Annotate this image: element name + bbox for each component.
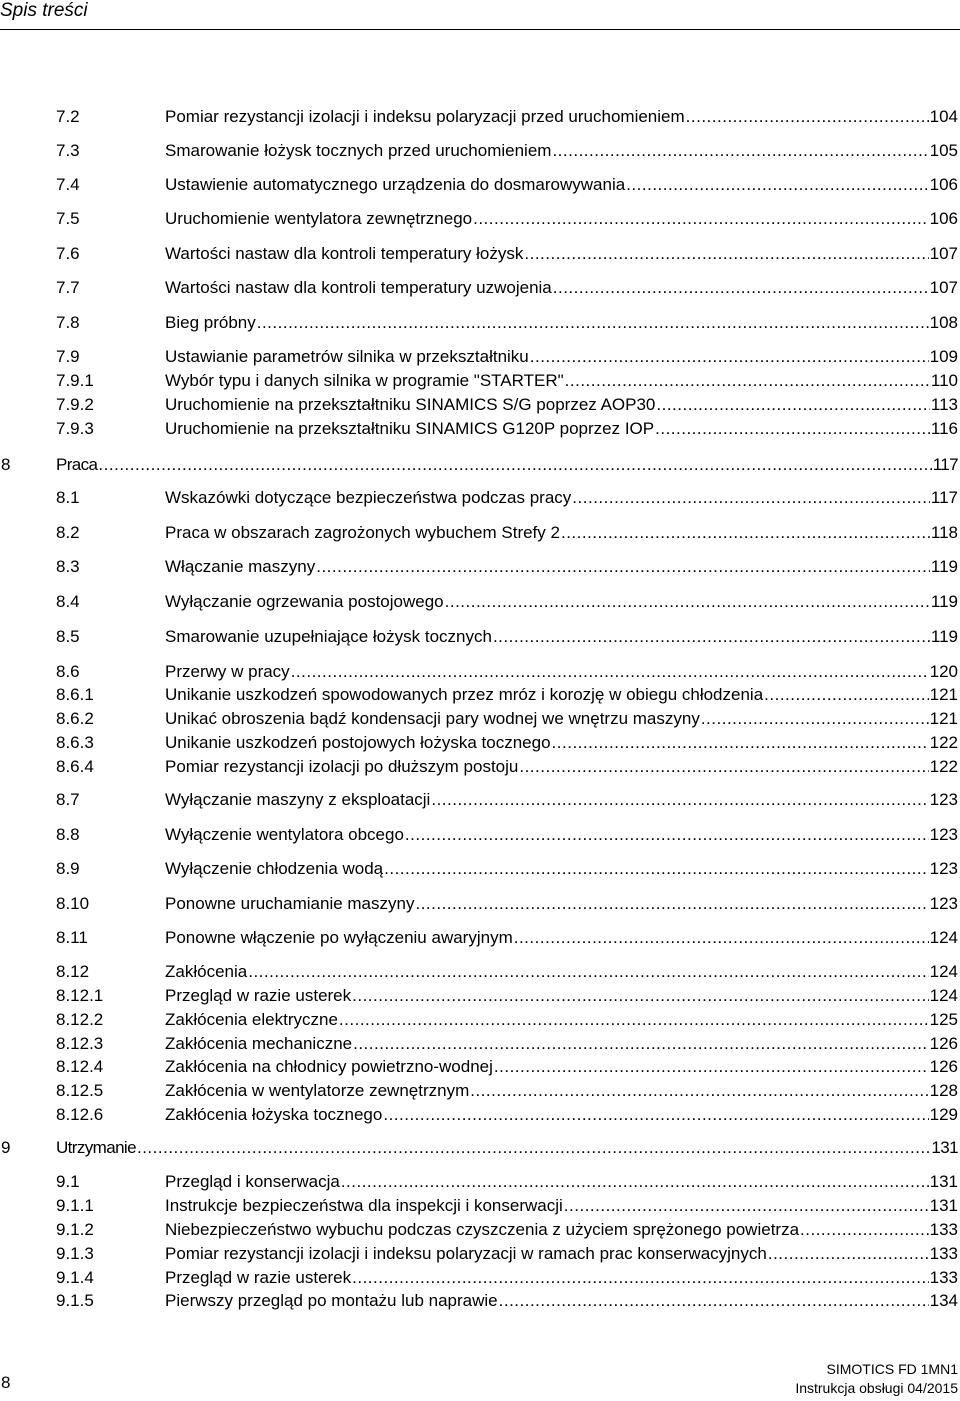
toc-row[interactable] — [0, 277, 960, 299]
toc-entry — [165, 961, 958, 983]
toc-row[interactable] — [0, 732, 960, 754]
toc-row[interactable] — [0, 556, 960, 578]
toc-section-number: 8.8 — [56, 825, 80, 844]
toc-title: Unikanie uszkodzeń postojowych łożyska tocznego — [165, 733, 551, 752]
toc-row[interactable] — [0, 893, 960, 915]
toc-entry — [165, 1009, 958, 1031]
toc-title: Unikać obroszenia bądź kondensacji pary wodnej we wnętrzu maszyny — [165, 709, 700, 728]
toc-dot-leader — [530, 346, 929, 368]
toc-title: Uruchomienie na przekształtniku SINAMICS G120P poprzez IOP — [165, 419, 655, 438]
toc-row[interactable] — [0, 140, 960, 162]
toc-section-number: 8.11 — [56, 928, 88, 947]
toc-entry — [165, 626, 958, 648]
toc-dot-leader — [701, 708, 929, 730]
toc-chapter-row[interactable] — [0, 1137, 960, 1159]
toc-page-number: 133 — [929, 1220, 958, 1239]
toc-row[interactable] — [0, 661, 960, 683]
toc-entry — [165, 346, 958, 368]
toc-row[interactable] — [0, 106, 960, 128]
toc-entry — [165, 556, 958, 578]
toc-entry — [165, 394, 958, 416]
toc-title: Zakłócenia w wentylatorze zewnętrznym — [165, 1081, 470, 1100]
toc-row[interactable] — [0, 208, 960, 230]
toc-title: Wyłączenie chłodzenia wodą — [165, 859, 384, 878]
toc-dot-leader — [514, 927, 929, 949]
toc-title: Praca w obszarach zagrożonych wybuchem Strefy 2 — [165, 523, 560, 542]
toc-page-number: 106 — [929, 209, 958, 228]
toc-section-number: 8.6.2 — [56, 709, 94, 728]
toc-row[interactable] — [0, 1080, 960, 1102]
toc-entry — [165, 277, 958, 299]
toc-title: Smarowanie uzupełniające łożysk tocznych — [165, 627, 492, 646]
toc-section-number: 9.1.4 — [56, 1268, 94, 1287]
toc-title: Pierwszy przegląd po montażu lub naprawie — [165, 1291, 498, 1310]
toc-section-number: 8.1 — [56, 488, 80, 507]
toc-section-number: 8.6.4 — [56, 757, 94, 776]
toc-title: Zakłócenia mechaniczne — [165, 1034, 353, 1053]
footer-document-info — [795, 1360, 958, 1398]
toc-title: Przegląd w razie usterek — [165, 1268, 352, 1287]
toc-entry — [165, 1171, 958, 1193]
toc-title: Wartości nastaw dla kontroli temperatury łożysk — [165, 244, 524, 263]
toc-title: Wybór typu i danych silnika w programie "STARTER" — [165, 371, 564, 390]
toc-section-number: 8.10 — [56, 894, 90, 913]
toc-entry — [165, 824, 958, 846]
toc-title: Ustawienie automatycznego urządzenia do dosmarowywania — [165, 175, 626, 194]
toc-row[interactable] — [0, 1243, 960, 1265]
toc-page-number: 108 — [929, 313, 958, 332]
toc-title: Przegląd w razie usterek — [165, 986, 352, 1005]
toc-section-number: 8.12.5 — [56, 1081, 104, 1100]
toc-section-number: 7.9.1 — [56, 371, 94, 390]
footer-product: SIMOTICS FD 1MN1 — [826, 1361, 958, 1377]
toc-page-number: 131 — [929, 1196, 958, 1215]
toc-entry — [165, 1080, 958, 1102]
toc-page-number: 122 — [929, 733, 958, 752]
toc-dot-leader — [519, 756, 928, 778]
toc-dot-leader — [564, 1195, 929, 1217]
header-title: Spis treści — [0, 0, 88, 21]
toc-section-number: 7.6 — [56, 244, 80, 263]
toc-entry — [165, 208, 958, 230]
toc-page-number: 117 — [930, 488, 958, 507]
toc-row[interactable] — [0, 756, 960, 778]
toc-page-number: 117 — [932, 455, 958, 474]
toc-page-number: 124 — [929, 962, 958, 981]
toc-dot-leader — [470, 1080, 928, 1102]
toc-row[interactable] — [0, 394, 960, 416]
toc-title: Unikanie uszkodzeń spowodowanych przez mróz i korozję w obiegu chłodzenia — [165, 685, 764, 704]
toc-entry — [165, 1219, 958, 1241]
toc-page-number: 116 — [930, 419, 958, 438]
toc-title: Zakłócenia — [165, 962, 248, 981]
toc-dot-leader — [553, 277, 929, 299]
toc-section-number: 9.1.1 — [56, 1196, 94, 1215]
toc-entry — [165, 893, 958, 915]
toc-dot-leader — [415, 893, 928, 915]
toc-dot-leader — [494, 1056, 929, 1078]
toc-page-number: 123 — [929, 825, 958, 844]
toc-title: Wskazówki dotyczące bezpieczeństwa podczas pracy — [165, 488, 572, 507]
toc-entry — [165, 1033, 958, 1055]
toc-dot-leader — [339, 1009, 929, 1031]
toc-dot-leader — [493, 626, 930, 648]
toc-row[interactable] — [0, 522, 960, 544]
toc-chapter-row[interactable] — [0, 454, 960, 476]
toc-dot-leader — [561, 522, 930, 544]
toc-entry — [165, 661, 958, 683]
toc-page-number: 113 — [930, 395, 958, 414]
toc-title: Włączanie maszyny — [165, 557, 316, 576]
toc-entry — [165, 487, 958, 509]
toc-page-number: 123 — [929, 790, 958, 809]
toc-section-number: 7.8 — [56, 313, 80, 332]
toc-page-number: 123 — [929, 859, 958, 878]
toc-section-number: 8.6.1 — [56, 685, 94, 704]
toc-dot-leader — [764, 684, 928, 706]
toc-row[interactable] — [0, 1056, 960, 1078]
toc-dot-leader — [352, 985, 928, 1007]
toc-section-number: 7.3 — [56, 141, 80, 160]
toc-title: Pomiar rezystancji izolacji i indeksu polaryzacji przed uruchomieniem — [165, 107, 685, 126]
toc-row[interactable] — [0, 418, 960, 440]
toc-dot-leader — [768, 1243, 929, 1265]
toc-page-number: 126 — [929, 1057, 958, 1076]
toc-page-number: 126 — [929, 1034, 958, 1053]
toc-title: Instrukcje bezpieczeństwa dla inspekcji i konserwacji — [165, 1196, 563, 1215]
toc-entry — [165, 174, 958, 196]
toc-page-number: 119 — [930, 627, 958, 646]
toc-section-number: 7.7 — [56, 278, 80, 297]
footer-document: Instrukcja obsługi 04/2015 — [795, 1380, 958, 1396]
toc-title: Uruchomienie wentylatora zewnętrznego — [165, 209, 473, 228]
toc-dot-leader — [383, 1104, 928, 1126]
toc-title: Pomiar rezystancji izolacji po dłuższym postoju — [165, 757, 519, 776]
toc-page-number: 121 — [929, 685, 958, 704]
toc-page-number: 133 — [929, 1268, 958, 1287]
toc-dot-leader — [473, 208, 929, 230]
toc-row[interactable] — [0, 1009, 960, 1031]
toc-dot-leader — [137, 1137, 930, 1159]
toc-entry — [165, 1267, 958, 1289]
toc-row[interactable] — [0, 961, 960, 983]
toc-title: Niebezpieczeństwo wybuchu podczas czyszczenia z użyciem sprężonego powietrza — [165, 1220, 800, 1239]
toc-row[interactable] — [0, 174, 960, 196]
toc-title: Uruchomienie na przekształtniku SINAMICS S/G poprzez AOP30 — [165, 395, 656, 414]
toc-dot-leader — [291, 661, 929, 683]
toc-page-number: 107 — [929, 244, 958, 263]
toc-row[interactable] — [0, 370, 960, 392]
toc-title: Wyłączanie ogrzewania postojowego — [165, 592, 444, 611]
toc-dot-leader — [405, 824, 929, 846]
toc-section-number: 8.12 — [56, 962, 90, 981]
toc-entry — [165, 985, 958, 1007]
toc-row[interactable] — [0, 1219, 960, 1241]
toc-section-number: 8.3 — [56, 557, 80, 576]
toc-dot-leader — [565, 370, 930, 392]
toc-section-number: 9.1.3 — [56, 1244, 94, 1263]
toc-dot-leader — [431, 789, 928, 811]
toc-page-number: 131 — [929, 1172, 958, 1191]
toc-title: Bieg próbny — [165, 313, 256, 332]
toc-page-number: 104 — [929, 107, 958, 126]
toc-dot-leader — [248, 961, 928, 983]
toc-row[interactable] — [0, 243, 960, 265]
toc-section-number: 8.12.3 — [56, 1034, 104, 1053]
toc-section-number: 7.2 — [56, 107, 80, 126]
toc-dot-leader — [686, 106, 929, 128]
toc-section-number: 8.5 — [56, 627, 80, 646]
toc-title: Utrzymanie — [56, 1138, 136, 1157]
toc-page-number: 105 — [929, 141, 958, 160]
toc-title: Zakłócenia na chłodnicy powietrzno-wodnej — [165, 1057, 493, 1076]
footer-page-number: 8 — [1, 1373, 11, 1392]
toc-entry — [165, 708, 958, 730]
toc-page-number: 120 — [929, 662, 958, 681]
toc-section-number: 8.12.1 — [56, 986, 104, 1005]
toc-section-number: 9.1.5 — [56, 1291, 94, 1310]
toc-entry — [165, 591, 958, 613]
toc-dot-leader — [572, 487, 930, 509]
toc-entry — [165, 370, 958, 392]
toc-page-number: 118 — [930, 523, 958, 542]
toc-section-number: 8.7 — [56, 790, 80, 809]
toc-row[interactable] — [0, 789, 960, 811]
toc-entry — [165, 1056, 958, 1078]
toc-section-number: 7.4 — [56, 175, 80, 194]
toc-title: Wyłączenie wentylatora obcego — [165, 825, 404, 844]
toc-title: Ponowne uruchamianie maszyny — [165, 894, 415, 913]
toc-entry — [165, 732, 958, 754]
toc-row[interactable] — [0, 1195, 960, 1217]
toc-page-number: 109 — [929, 347, 958, 366]
toc-entry — [165, 312, 958, 334]
toc-entry — [165, 756, 958, 778]
toc-row[interactable] — [0, 1104, 960, 1126]
toc-page-number: 134 — [929, 1291, 958, 1310]
toc-entry — [165, 1290, 958, 1312]
toc-row[interactable] — [0, 626, 960, 648]
toc-title: Pomiar rezystancji izolacji i indeksu polaryzacji w ramach prac konserwacyjnych — [165, 1244, 767, 1263]
toc-page-number: 133 — [929, 1244, 958, 1263]
toc-dot-leader — [499, 1290, 929, 1312]
toc-dot-leader — [552, 140, 928, 162]
toc-dot-leader — [353, 1033, 929, 1055]
toc-page-number: 123 — [929, 894, 958, 913]
toc-dot-leader — [257, 312, 929, 334]
toc-section-number: 8.12.2 — [56, 1010, 104, 1029]
toc-dot-leader — [656, 394, 930, 416]
toc-page-number: 131 — [931, 1138, 958, 1157]
toc-page-number: 110 — [930, 371, 958, 390]
toc-entry — [165, 1195, 958, 1217]
toc-entry — [165, 522, 958, 544]
toc-entry — [165, 927, 958, 949]
toc-page-number: 106 — [929, 175, 958, 194]
toc-title: Smarowanie łożysk tocznych przed uruchomieniem — [165, 141, 552, 160]
toc-title: Zakłócenia elektryczne — [165, 1010, 338, 1029]
toc-dot-leader — [341, 1171, 929, 1193]
toc-entry — [165, 1243, 958, 1265]
toc-section-number: 8.6.3 — [56, 733, 94, 752]
toc-chapter-number: 8 — [1, 455, 11, 474]
toc-page-number: 121 — [929, 709, 958, 728]
toc-entry — [165, 140, 958, 162]
toc-title: Ponowne włączenie po wyłączeniu awaryjnym — [165, 928, 513, 947]
toc-dot-leader — [445, 591, 930, 613]
toc-section-number: 8.6 — [56, 662, 80, 681]
toc-entry — [56, 454, 958, 476]
toc-section-number: 8.9 — [56, 859, 80, 878]
toc-row[interactable] — [0, 346, 960, 368]
toc-dot-leader — [98, 454, 931, 476]
toc-row[interactable] — [0, 985, 960, 1007]
toc-row[interactable] — [0, 1267, 960, 1289]
toc-title: Wartości nastaw dla kontroli temperatury uzwojenia — [165, 278, 552, 297]
toc-page-number: 124 — [929, 986, 958, 1005]
toc-page-number: 128 — [929, 1081, 958, 1100]
toc-row[interactable] — [0, 684, 960, 706]
toc-row[interactable] — [0, 824, 960, 846]
toc-entry — [165, 418, 958, 440]
toc-page-number: 125 — [929, 1010, 958, 1029]
toc-dot-leader — [800, 1219, 929, 1241]
toc-entry — [165, 858, 958, 880]
toc-dot-leader — [552, 732, 929, 754]
toc-title: Ustawianie parametrów silnika w przekształtniku — [165, 347, 529, 366]
toc-title: Praca — [56, 455, 98, 474]
toc-row[interactable] — [0, 708, 960, 730]
toc-section-number: 8.12.6 — [56, 1105, 104, 1124]
toc-entry — [165, 106, 958, 128]
toc-entry — [165, 1104, 958, 1126]
toc-row[interactable] — [0, 1290, 960, 1312]
toc-row[interactable] — [0, 858, 960, 880]
toc-row[interactable] — [0, 312, 960, 334]
toc-dot-leader — [384, 858, 928, 880]
toc-entry — [165, 243, 958, 265]
toc-section-number: 7.9.3 — [56, 419, 94, 438]
toc-section-number: 8.2 — [56, 523, 80, 542]
toc-page-number: 107 — [929, 278, 958, 297]
toc-page-number: 122 — [929, 757, 958, 776]
toc-dot-leader — [626, 174, 928, 196]
toc-page-number: 119 — [930, 557, 958, 576]
toc-entry — [56, 1137, 958, 1159]
toc-row[interactable] — [0, 487, 960, 509]
toc-entry — [165, 684, 958, 706]
toc-section-number: 9.1.2 — [56, 1220, 94, 1239]
toc-entry — [165, 789, 958, 811]
toc-chapter-number: 9 — [1, 1138, 11, 1157]
toc-page-number: 119 — [930, 592, 958, 611]
toc-dot-leader — [655, 418, 930, 440]
toc-section-number: 8.12.4 — [56, 1057, 104, 1076]
toc-section-number: 7.9 — [56, 347, 80, 366]
toc-title: Przerwy w pracy — [165, 662, 290, 681]
toc-section-number: 9.1 — [56, 1172, 80, 1191]
toc-row[interactable] — [0, 591, 960, 613]
toc-title: Wyłączanie maszyny z eksploatacji — [165, 790, 431, 809]
toc-title: Przegląd i konserwacja — [165, 1172, 340, 1191]
toc-section-number: 8.4 — [56, 592, 80, 611]
toc-row[interactable] — [0, 1171, 960, 1193]
toc-dot-leader — [524, 243, 928, 265]
toc-section-number: 7.9.2 — [56, 395, 94, 414]
toc-section-number: 7.5 — [56, 209, 80, 228]
toc-page-number: 124 — [929, 928, 958, 947]
toc-row[interactable] — [0, 1033, 960, 1055]
toc-dot-leader — [352, 1267, 928, 1289]
toc-dot-leader — [316, 556, 930, 578]
toc-title: Zakłócenia łożyska tocznego — [165, 1105, 383, 1124]
toc-row[interactable] — [0, 927, 960, 949]
toc-page-number: 129 — [929, 1105, 958, 1124]
